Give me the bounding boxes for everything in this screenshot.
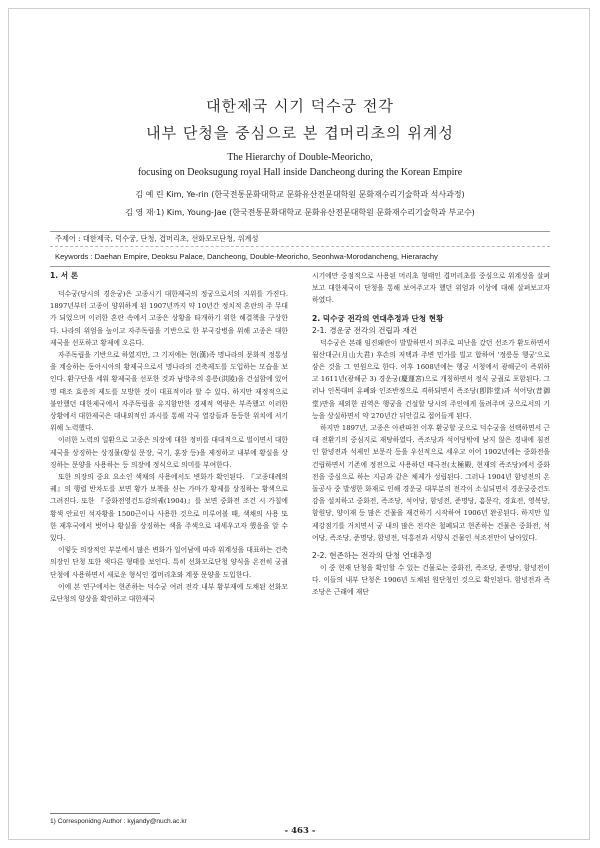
- title-korean-line1: 대한제국 시기 덕수궁 전각: [206, 97, 394, 115]
- title-english-line2: focusing on Deoksugung royal Hall inside Dancheong during the Korean Empire: [137, 167, 463, 178]
- keywords-english: Keywords : Daehan Empire, Deoksu Palace, Dancheong, Double-Meoricho, Seonhwa-Morodancheng, Hierarachy: [55, 252, 438, 261]
- title-english-line1: The Hierarchy of Double-Meoricho,: [227, 152, 373, 163]
- body-paragraph: 덕수궁은 본래 임진왜란이 발발하면서 의주로 피난을 갔던 선조가 환도하면서 월산대군(月山大君) 후손의 저택과 주변 민가를 빌고 합하여 '정릉동 행궁'으로 삼은 것을 그 연원으로 한다. 이후 1608년에는 행궁 서청에서 광해군이 즉위하고 1611년(광해군 3) 경운궁(慶運宮)으로 개칭하면서 정식 궁궐로 포함된다. 그러나 인목대비 유폐와 인조반정으로 격하되면서 즉조당(卽阼堂)과 석어당(昔御堂)만을 제외한 권역은 행궁을 건설할 당시의 주인에게 돌려주며 궁으로서의 기능을 상실하면서 약 270년간 뒤안길로 접어들게 된다.: [312, 338, 550, 420]
- section-heading: 1. 서 론: [50, 271, 79, 280]
- right-column: [312, 270, 550, 599]
- body-paragraph: 자주독립을 기반으로 하였지만, 그 기저에는 현(漢)족 명나라의 문화적 정통성을 계승하는 동아시아의 황제국으로서 명나라의 건축제도를 도입하는 모습을 보인다. 환구단을 세워 황제국을 선포한 것과 남방주의 흥릉(洪陵)을 건설함에 있어 명 태조 효릉의 제도를 모방한 것이 대표적이라 할 수 있다. 하지만 재정적으로 불안했던 대한제국에서 자주독립을 유지함만한 경제적 역량은 부족했고 이러한 상황에서 대한제국은 대내외적인 과시를 통해 각국 열강들과 동등한 위치에 서기 위해 노력했다.: [50, 351, 288, 433]
- body-paragraph: 이러한 노력의 일환으로 고종은 의장에 대한 정비를 대대적으로 벌이면서 대한제국을 상징하는 상징물(황실 문장, 국기, 훈장 등)을 제정하고 내부에 황실을 상징하는 문양을 사용하는 등 의장에 정식으로 의미를 부여한다.: [50, 436, 288, 469]
- author-2: 김 영 재·1) Kim, Young-Jae (한국전통문화대학교 문화유산전문대학원 문화재수리기술학과 부교수): [125, 208, 475, 217]
- keywords-divider: [50, 246, 550, 247]
- title-korean-line2: 내부 단청을 중심으로 본 겹머리초의 위계성: [146, 124, 454, 142]
- keywords-bottom-rule: [50, 266, 550, 267]
- subsection-heading: 2-2. 현존하는 전각의 단청 연대추정: [312, 551, 432, 561]
- footnote: 1) Corresponidng Author : kyjandy@nuch.ac.kr: [50, 818, 187, 825]
- subsection-heading: 2-1. 경운궁 전각의 건립과 재건: [312, 325, 418, 335]
- body-paragraph: 이에 본 연구에서는 현존하는 덕수궁 여러 전각 내부 황부재에 도채된 선화모로단청의 양상을 확인하고 대한제국: [50, 582, 288, 604]
- body-paragraph: 시기에만 중점적으로 사용된 머리초 형태인 겹머리초를 중심으로 위계성을 살펴보고 대한제국이 단청을 통해 보여주고자 했던 위엄과 이상에 대해 살펴보고자 하였다.: [312, 272, 550, 305]
- author-1: 김 예 린 Kim, Ye-rin (한국전통문화대학교 문화유산전문대학원 문화재수리기술학과 석사과정): [135, 190, 465, 199]
- page-number: - 463 -: [284, 826, 316, 836]
- body-paragraph: 이 중 현재 단청을 확인할 수 있는 건물로는 중화전, 즉조당, 준명당, 함녕전이다. 이들의 내부 단청은 1906년 도채된 원단청인 것으로 확인된다. 함녕전과 즉조당은 근래에 재단: [312, 564, 550, 597]
- keywords-korean: 주제어 : 대한제국, 덕수궁, 단청, 겹머리초, 선화모로단청, 위계성: [55, 234, 259, 243]
- body-paragraph: 하지만 1897년, 고종은 아관파천 이후 환궁할 곳으로 덕수궁을 선택하면서 근대 전환기의 중심지로 재탕하였다. 즉조당과 석어당밖에 남지 않은 경내에 침전인 함녕전과 석제인 보문각 등을 우선적으로 세우고 이어 1902년에는 중화전을 건립하면서 기존에 정전으로 사용하던 태극전(太極殿, 현재의 즉조당)에서 중화전을 중심으로 하는 지금과 같은 체제가 성립된다. 그러나 1904년 함녕전의 온돌공사 중 발생한 화재로 인해 경운궁 대부분의 전각이 소실되면서 경운궁중건도감을 설치하고 중화전, 즉조당, 석어당, 함녕전, 준명당, 흠문각, 경효전, 영복당, 함원당, 양이재 등 많은 건물을 재건하기 시작하여 1906년 완공된다. 하지만 일제강점기를 거치면서 궁 내의 많은 전각은 철폐되고 현존하는 건물은 중화전, 석어당, 즉조당, 준명당, 함녕전, 덕홍전과 서양식 건물인 석조전만이 남아있다.: [312, 424, 550, 542]
- keywords-top-rule: [50, 231, 550, 232]
- section-heading: 2. 덕수궁 전각의 연대추정과 단청 현황: [312, 313, 444, 323]
- body-paragraph: 또한 의장의 중요 요소인 색채의 사용에서도 변화가 확인된다. 『고종대례의궤』의 행렬 반차도를 보면 황가 보책을 싣는 가마가 황제를 상징하는 황색으로 그려진다. 또한 『중화전영건도감의궤(1904)』를 보면 중화전 조건 시 가칠에 황색 안료인 석자황을 1500근이나 사용한 것으로 미루어볼 때, 색채의 사용 또한 제후국에서 벗어나 황실을 상징하는 색을 주색으로 내세우고자 했음을 알 수 있다.: [50, 473, 288, 543]
- body-paragraph: 이렇듯 의장적인 부분에서 많은 변화가 일어남에 따라 위계성을 대표하는 건축의장인 단청 또한 색다른 형태를 보인다. 특히 선화모로단청 양식을 온전히 궁궐 단청에 사용하면서 새로운 형식인 겹머리초와 계풍 문양을 도입한다.: [50, 546, 288, 579]
- footnote-rule: [50, 813, 160, 814]
- left-column: [50, 270, 288, 605]
- body-paragraph: 덕수궁(당시의 경운궁)은 고종시기 대한제국의 정궁으로서의 지위를 가진다. 1897년부터 고종이 양위하게 된 1907년까지 약 10년간 정치적 혼란의 주 무대가 되었으며 이러한 혼란 속에서 고종은 상황을 타개하기 위한 해결책을 구상한다. 나라의 위엄을 높이고 자주독립을 기반으로 한 부국강병을 위해 고종은 대한제국을 선포하고 황제에 오른다.: [50, 290, 288, 347]
